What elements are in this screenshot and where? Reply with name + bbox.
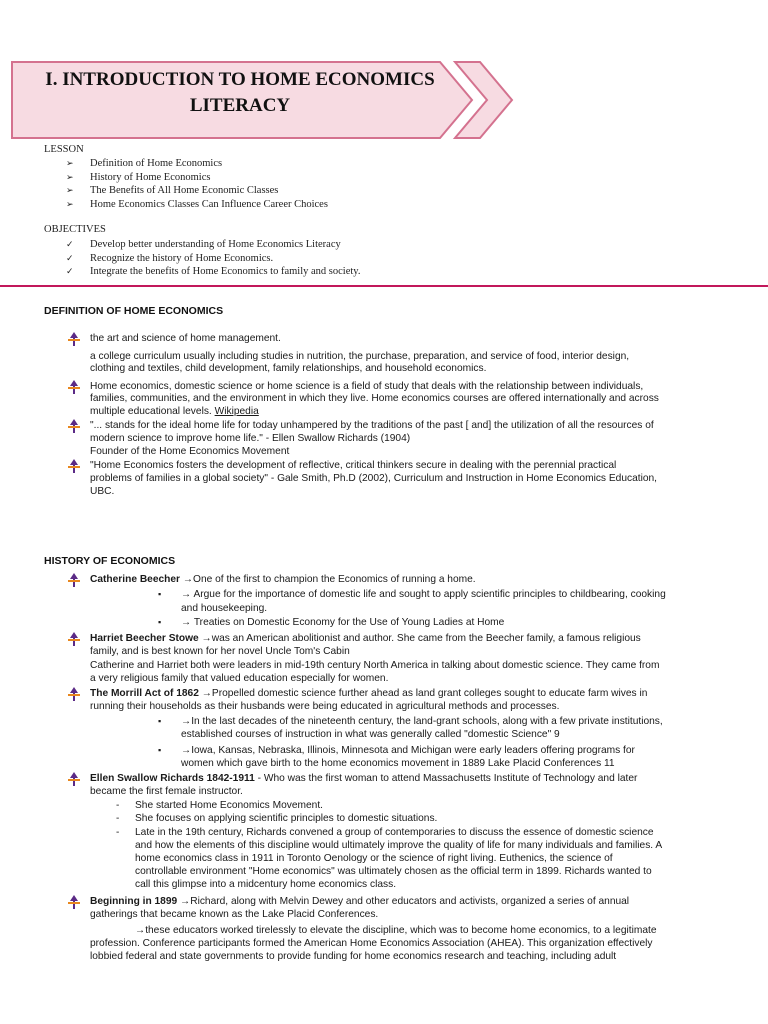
lesson-heading: LESSON [44,144,84,155]
pushpin-bullet-icon [68,772,80,786]
dash-bullet: - [116,827,120,838]
history-text: a very religious family that valued education especially for women. [90,673,389,684]
history-text: and housekeeping. [181,603,268,614]
objective-item-text: Integrate the benefits of Home Economics to family and society. [90,266,361,277]
definition-bullet-2: Home economics, domestic science or home science is a field of study that deals with the relationship between individuals, [90,381,644,392]
objective-item [66,265,360,279]
checkmark-icon: ✓ [66,239,74,249]
history-text: → Argue for the importance of domestic life and sought to apply scientific principles to childbearing, cooking [181,589,666,600]
page-title [30,67,450,119]
history-text: → Treaties on Domestic Economy for the Use of Young Ladies at Home [181,617,505,628]
objective-item-text: Recognize the history of Home Economics. [90,252,274,264]
definition-bullet-1: the art and science of home management. [90,333,281,344]
definition-bullet-3: "... stands for the ideal home life for today unhampered by the traditions of the past [ and] the utilization of all the resources of [90,420,654,431]
dash-bullet: - [116,813,120,824]
history-text: controllable environment "Home economics" was ultimately chosen as the official term in 1899. Richards wanted to [135,866,652,877]
history-text: Late in the 19th century, Richards convened a group of contemporaries to discuss the essence of domestic science [135,827,654,838]
history-beecher: Catherine Beecher →One of the first to champion the Economics of running a home. [90,574,476,585]
arrow-bullet-icon: ➢ [66,198,74,209]
arrow-bullet-icon: ➢ [66,185,74,195]
history-richards: Ellen Swallow Richards 1842-1911 - Who was the first woman to attend Massachusetts Institute of Technology and later [90,773,638,784]
history-text: She started Home Economics Movement. [135,800,323,811]
history-text: home economics class in 1911 in Toronto Oenology or the science of right living. Euthenics, the science of [135,853,613,864]
page-title-line-1: I. INTRODUCTION TO HOME ECONOMICS [45,69,435,90]
pushpin-bullet-icon [68,332,80,346]
definition-text: UBC. [90,486,115,497]
lesson-item [66,184,328,198]
pushpin-bullet-icon [68,632,80,646]
objectives-heading: OBJECTIVES [44,224,106,235]
lesson-item [66,171,328,185]
arrow-bullet-icon: ➢ [66,171,74,182]
checkmark-icon: ✓ [66,266,74,276]
lesson-item-text: History of Home Economics [90,171,211,183]
square-bullet-icon: ▪ [158,745,162,755]
history-text: call this glimpse into a midcentury home economics class. [135,879,397,890]
lesson-item-text: Home Economics Classes Can Influence Career Choices [90,198,328,210]
history-text: established courses of instruction in what was generally called "domestic Science" 9 [181,729,560,740]
objectives-list [66,238,360,279]
history-text: lobbied federal and state governments to provide funding for home economics research and teaching, including adult [90,951,617,962]
history-text: running their households as their husbands were being educated in agricultural methods and processes. [90,701,560,712]
definition-text: Founder of the Home Economics Movement [90,446,290,457]
pushpin-bullet-icon [68,895,80,909]
history-text: Catherine and Harriet both were leaders in mid-19th century North America in talking about domestic science. They came from [90,660,660,671]
square-bullet-icon: ▪ [158,716,162,726]
history-stowe: Harriet Beecher Stowe →was an American abolitionist and author. She came from the Beecher family, a famous religious [90,633,641,644]
history-text: gatherings that became known as the Lake Placid Conferences. [90,909,379,920]
lesson-item [66,198,328,212]
pushpin-bullet-icon [68,459,80,473]
history-text: family, and is best known for her novel Uncle Tom's Cabin [90,646,350,657]
definition-text: multiple educational levels. Wikipedia [90,406,259,417]
objective-item-text: Develop better understanding of Home Economics Literacy [90,239,341,250]
pushpin-bullet-icon [68,419,80,433]
pushpin-bullet-icon [68,573,80,587]
definition-heading: DEFINITION OF HOME ECONOMICS [44,305,224,317]
history-text: →Iowa, Kansas, Nebraska, Illinois, Minnesota and Michigan were early leaders offering programs for [181,745,635,756]
definition-text: problems of families in a global society" - Gale Smith, Ph.D (2002), Curriculum and Instruction in Home Economics Education, [90,473,658,484]
lesson-item-text: The Benefits of All Home Economic Classes [90,185,279,196]
definition-text: families, communities, and the environment in which they live. Home economics courses are offered internationally and across [90,393,659,404]
checkmark-icon: ✓ [66,252,74,263]
page-title-line-2: LITERACY [189,95,291,116]
section-divider [0,285,768,287]
definition-text: a college curriculum usually including studies in nutrition, the purchase, preparation, and service of food, interior design, [90,351,630,362]
definition-text: modern science to improve home life." - Ellen Swallow Richards (1904) [90,433,411,444]
definition-text: clothing and textiles, child development, family relationships, and household economics. [90,363,487,374]
pushpin-bullet-icon [68,380,80,394]
definition-bullet-4: "Home Economics fosters the development of reflective, critical thinkers secure in dealing with the perennial practical [90,460,617,471]
history-text: →these educators worked tirelessly to elevate the discipline, which was to become home economics, to a legitimate [135,925,657,936]
arrow-bullet-icon: ➢ [66,158,74,168]
dash-bullet: - [116,800,120,811]
objective-item [66,238,360,252]
history-text: She focuses on applying scientific principles to domestic situations. [135,813,438,824]
history-morrill: The Morrill Act of 1862 →Propelled domestic science further ahead as land grant colleges sought to educate farm wives in [90,688,648,699]
history-text: women which gave birth to the home economics movement in 1889 Lake Placid Conferences 11 [181,758,615,769]
history-text: →In the last decades of the nineteenth century, the land-grant schools, along with a few private institutions, [181,716,663,727]
square-bullet-icon: ▪ [158,617,162,627]
wikipedia-link[interactable]: Wikipedia [214,406,259,417]
pushpin-bullet-icon [68,687,80,701]
objective-item [66,252,360,266]
history-1899: Beginning in 1899 →Richard, along with Melvin Dewey and other educators and activists, organized a series of annual [90,896,630,907]
lesson-item-text: Definition of Home Economics [90,158,223,169]
lesson-list [66,157,328,211]
history-heading: HISTORY OF ECONOMICS [44,555,176,567]
history-text: profession. Conference participants formed the American Home Economics Association (AHEA). This organization effectively [90,938,653,949]
history-text: and how the elements of this discipline would ultimately improve the quality of life for many individuals and families. A [135,840,663,851]
square-bullet-icon: ▪ [158,589,162,599]
history-text: became the first female instructor. [90,786,243,797]
lesson-item [66,157,328,171]
